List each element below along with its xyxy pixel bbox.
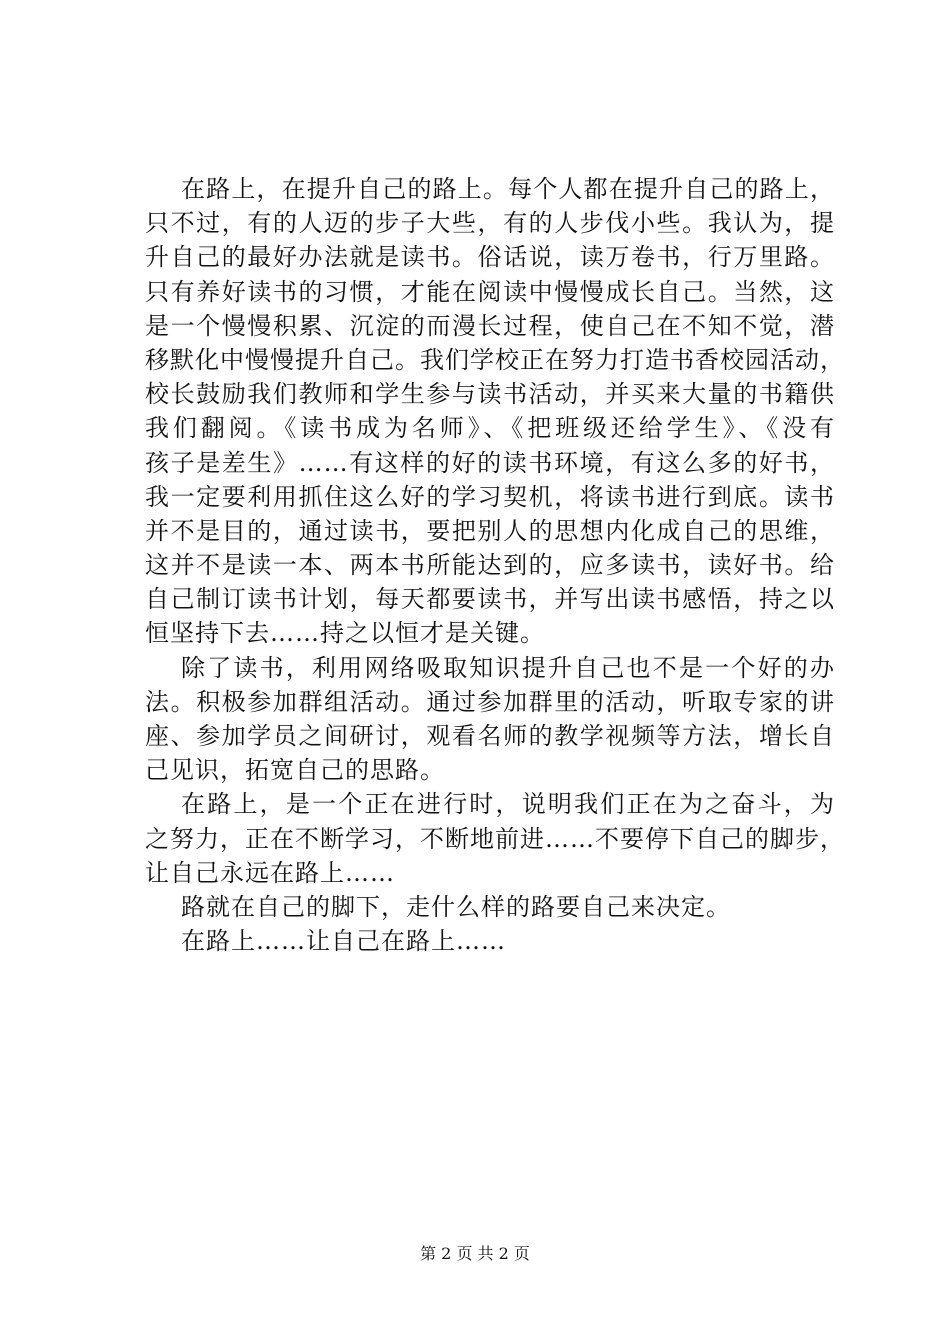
text-line: 路就在自己的脚下，走什么样的路要自己来决定。 (181, 892, 731, 921)
text-line: 恒坚持下去……持之以恒才是关键。 (145, 619, 545, 648)
text-line: 我一定要利用抓住这么好的学习契机，将读书进行到底。读书 (145, 482, 835, 511)
text-line: 在路上，在提升自己的路上。每个人都在提升自己的路上， (181, 175, 835, 203)
text-line: 并不是目的，通过读书，要把别人的思想内化成自己的思维， (145, 516, 835, 545)
text-line: 是一个慢慢积累、沉淀的而漫长过程，使自己在不知不觉，潜 (145, 311, 835, 340)
text-line: 之努力，正在不断学习，不断地前进……不要停下自己的脚步， (145, 824, 845, 853)
text-line: 孩子是差生》……有这样的好的读书环境，有这么多的好书， (145, 448, 835, 477)
document-body (145, 172, 845, 958)
text-line: 移默化中慢慢提升自己。我们学校正在努力打造书香校园活动， (145, 345, 845, 374)
text-line: 校长鼓励我们教师和学生参与读书活动，并买来大量的书籍供 (145, 380, 835, 409)
text-line: 除了读书，利用网络吸取知识提升自己也不是一个好的办 (181, 653, 835, 682)
text-line: 己见识，拓宽自己的思路。 (145, 756, 445, 785)
text-line: 我们翻阅。《读书成为名师》、《把班级还给学生》、《没有 (145, 414, 835, 443)
text-line: 升自己的最好办法就是读书。俗话说，读万卷书，行万里路。 (145, 243, 835, 272)
page-footer: 第 2 页 共 2 页 (420, 1244, 530, 1263)
text-line: 法。积极参加群组活动。通过参加群里的活动，听取专家的讲 (145, 687, 835, 716)
text-line: 只不过，有的人迈的步子大些，有的人步伐小些。我认为，提 (145, 209, 835, 238)
text-line: 在路上……让自己在路上…… (181, 927, 506, 956)
text-line: 这并不是读一本、两本书所能达到的，应多读书，读好书。给 (145, 551, 835, 580)
text-line: 只有养好读书的习惯，才能在阅读中慢慢成长自己。当然，这 (145, 277, 835, 306)
text-line: 在路上，是一个正在进行时，说明我们正在为之奋斗，为 (181, 790, 835, 819)
text-line: 自己制订读书计划，每天都要读书，并写出读书感悟，持之以 (145, 585, 835, 614)
text-line: 座、参加学员之间研讨，观看名师的教学视频等方法，增长自 (145, 722, 835, 750)
text-line: 让自己永远在路上…… (145, 858, 395, 887)
